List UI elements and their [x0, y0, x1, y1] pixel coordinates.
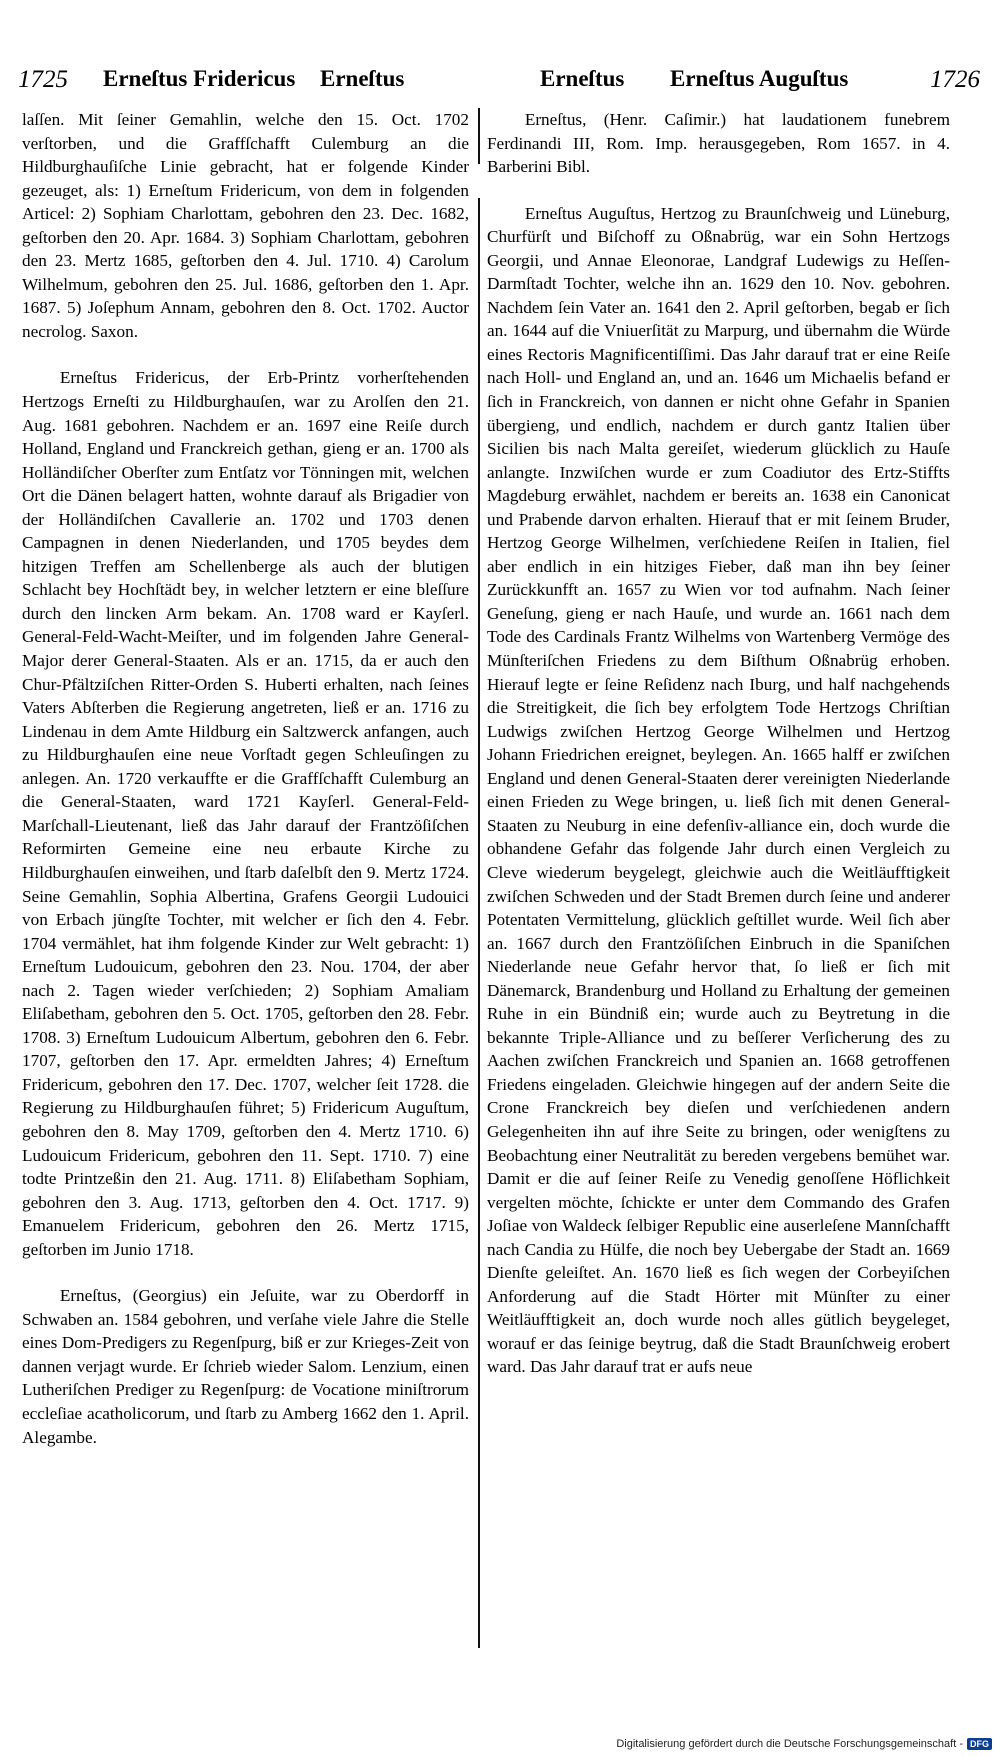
left-first-entry: Erneſtus Fridericus — [103, 66, 296, 91]
paragraph-ernestus-georgius: Erneſtus, (Georgius) ein Jeſuite, war zu Oberdorff in Schwaben an. 1584 gebohren, und verſahe viele Jahre die Stelle eines Dom-Predigers zu Regenſpurg, biß er zur Krieges-Zeit von dannen verjagt wurde. Er ſchrieb wieder Salom. Lenzium, einen Lutheriſchen Prediger zu Regenſpurg: de Vocatione miniſtrorum eccleſiae acatholicorum, und ſtarb zu Amberg 1662 den 1. April. Alegambe. — [22, 1286, 469, 1447]
paragraph-ernestus-fridericus: Erneſtus Fridericus, der Erb-Printz vorherſtehenden Hertzogs Erneſti zu Hildburghauſen, war zu Arolſen den 21. Aug. 1681 gebohren. Nachdem er an. 1697 eine Reiſe durch Holland, England und Franckreich gethan, gieng er an. 1700 als Holländiſcher Oberſter zum Entſatz vor Tönningen mit, welchen Ort die Dänen belagert hatten, wohnte darauf als Brigadier von der Holländiſchen Cavallerie an. 1702 und 1703 denen Campagnen in denen Niederlanden, und 1705 beydes dem hitzigen Treffen am Schellenberge als auch der blutigen Schlacht bey Hochſtädt bey, in welcher letztern er eine bleſſure durch den lincken Arm bekam. An. 1708 ward er Kayſerl. General-Feld-Wacht-Meiſter, und im folgenden Jahre General-Major derer General-Staaten. Als er an. 1715, da er auch den Chur-Pfältziſchen Ritter-Orden S. Huberti erhalten, nach ſeines Vaters Abſterben die Regierung angetreten, ließ er an. 1716 zu Lindenau in dem Amte Hildburg ein Saltzwerck anfangen, auch zu Hildburghauſen eine neue Vorſtadt gegen Schleuſingen zu anlegen. An. 1720 verkauffte er die Graffſchafft Culemburg an die General-Staaten, ward 1721 Kayſerl. General-Feld-Marſchall-Lieutenant, ließ das Jahr darauf der Frantzöſiſchen Reformirten Gemeine eine neu erbaute Kirche zu Hildburghauſen einweihen, und ſtarb daſelbſt den 9. Mertz 1724. Seine Gemahlin, Sophia Albertina, Grafens Georgii Ludouici von Erbach jüngſte Tochter, mit welcher er ſich den 4. Febr. 1704 vermählet, hat ihm folgende Kinder zur Welt gebracht: 1) Erneſtum Ludouicum, gebohren den 23. Nou. 1704, der aber nach 2. Tagen wieder verſchieden; 2) Sophiam Amaliam Eliſabetham, gebohren den 5. Oct. 1705, geſtorben den 28. Febr. 1708. 3) Erneſtum Ludouicum Albertum, gebohren den 6. Febr. 1707, geſtorben den 17. Apr. ermeldten Jahres; 4) Erneſtum Fridericum, gebohren den 17. Dec. 1707, welcher ſeit 1728. die Regierung zu Hildburghauſen führet; 5) Fridericum Auguſtum, gebohren den 8. May 1709, geſtorben den 4. Mertz 1710. 6) Ludouicum Fridericum, gebohren den 11. Sept. 1710. 7) eine todte Printzeßin den 21. Aug. 1711. 8) Eliſabetham Sophiam, gebohren den 3. Aug. 1713, geſtorben den 4. Oct. 1717. 9) Emanuelem Fridericum, gebohren den 26. Mertz 1715, geſtorben im Junio 1718. — [22, 368, 469, 1259]
right-column — [487, 108, 950, 1379]
digitization-credit — [616, 1738, 992, 1750]
left-column — [22, 108, 469, 1449]
dfg-logo: DFG — [967, 1738, 992, 1750]
paragraph-ernestus-augustus: Erneſtus Auguſtus, Hertzog zu Braunſchweig und Lüneburg, Churfürſt und Biſchoff zu Oßnabrüg, war ein Sohn Hertzogs Georgii, und Annae Eleonorae, Landgraf Ludewigs zu Heſſen-Darmſtadt Tochter, welche ihn an. 1629 den 10. Nov. gebohren. Nachdem ſein Vater an. 1641 den 2. April geſtorben, begab er ſich an. 1644 auf die Vniuerſität zu Marpurg, und übernahm die Würde eines Rectoris Magnificentiſſimi. Das Jahr darauf trat er eine Reiſe nach Holl- und England an, und an. 1646 um Michaelis befand er ſich in Franckreich, von dannen er nicht ohne Gefahr in Spanien übergieng, und endlich, nachdem er durch gantz Italien über Sicilien bis nach Malta gereiſet, wiederum glücklich zu Hauſe anlangte. Inzwiſchen wurde er zum Coadiutor des Ertz-Stiffts Magdeburg erwählet, nachdem er bereits an. 1638 ein Canonicat und Prabende darvon erhalten. Hierauf that er mit ſeinem Bruder, Hertzog George Wilhelmen, verſchiedene Reiſen in Italien, fiel aber endlich in ein hitziges Fieber, daß man ihn bey ſeiner Zurückkunfft an. 1657 zu Wien vor tod aufnahm. Nach ſeiner Geneſung, gieng er nach Hauſe, und wurde an. 1661 nach dem Tode des Cardinals Frantz Wilhelms von Wartenberg Vermöge des Münſteriſchen Friedens zu dem Biſthum Oßnabrüg erhoben. Hierauf legte er ſeine Reſidenz nach Iburg, und half nachgehends die Streitigkeit, die ſich bey erfolgtem Tode Hertzogs Chriſtian Ludwigs zwiſchen Hertzog George Wilhelmen und Hertzog Johann Friedrichen ereignet, beylegen. An. 1665 halff er zwiſchen England und denen General-Staaten derer vereinigten Niederlande einen Frieden zu Wege bringen, u. ließ ſich mit denen General-Staaten zu Neuburg in eine defenſiv-alliance ein, doch wurde die obhandene Gefahr das folgende Jahr durch einen Vergleich zu Cleve wiederum beygelegt, gleichwie auch die Weitläufftigkeit zwiſchen Schweden und der Stadt Bremen durch ſeine und anderer Potentaten Vermittelung, glücklich geſtillet wurde. Weil ſich aber an. 1667 durch den Frantzöſiſchen Einbruch in die Spaniſchen Niederlande neue Gefahr hervor that, ſo ließ er ſich mit Dänemarck, Brandenburg und Holland zu Erhaltung der gemeinen Ruhe in ein Bündniß ein; wurde auch zu Beytretung in die bekannte Triple-Alliance und zu beſſerer Verſicherung des zu Aachen zwiſchen Franckreich und Spanien an. 1668 getroffenen Friedens eingeladen. Gleichwie hingegen auf der andern Seite die Crone Franckreich bey dieſen und verſchiedenen andern Gelegenheiten ihn auf ihre Seite zu bringen, oder wenigſtens zu Beobachtung einer Neutralität zu bereden vergebens bemühet war. Damit er die auf ſeiner Reiſe zu Venedig genoſſene Höflichkeit vergelten möchte, ſchickte er unter dem Commando des Grafen Joſiae von Waldeck ſelbiger Republic eine auserleſene Mannſchafft nach Candia zu Hülfe, die noch bey Uebergabe der Stadt an. 1669 Dienſte geleiſtet. An. 1670 ließ es ſich wegen der Corbeyiſchen Anforderung auf die Stadt Hörter mit Münſter zu einer Weitläufftigkeit an, doch wurde noch alles gütlich beygeleget, worauf er das ſeinige beytrug, daß die Stadt Braunſchweig erobert ward. Das Jahr darauf trat er aufs neue — [487, 203, 950, 1377]
column-divider-lower — [478, 198, 480, 1648]
right-first-entry: Erneſtus — [540, 66, 625, 91]
left-page-number: 1725 — [18, 66, 68, 93]
paragraph-ernestus-continued: laſſen. Mit ſeiner Gemahlin, welche den 15. Oct. 1702 verſtorben, und die Graffſchafft Culemburg an die Hildburghauſiſche Linie gebracht, hat er folgende Kinder gezeuget, als: 1) Erneſtum Fridericum, von dem in folgenden Articel: 2) Sophiam Charlottam, gebohren den 23. Dec. 1682, geſtorben den 20. Apr. 1684. 3) Sophiam Charlottam, gebohren den 23. Mertz 1685, geſtorben den 4. Jul. 1710. 4) Carolum Wilhelmum, gebohren den 25. Jul. 1686, geſtorben den 1. Apr. 1687. 5) Joſephum Annam, gebohren den 8. Oct. 1702. Auctor necrolog. Saxon. — [22, 110, 469, 341]
credit-text: Digitalisierung gefördert durch die Deutsche Forschungsgemeinschaft - — [616, 1738, 963, 1750]
left-last-entry: Erneſtus — [320, 66, 405, 91]
paragraph-ernestus-henr-casimir: Erneſtus, (Henr. Caſimir.) hat laudationem funebrem Ferdinandi III, Rom. Imp. herausgegeben, Rom 1657. in 4. Barberini Bibl. — [487, 110, 950, 177]
right-page-number: 1726 — [930, 66, 980, 93]
running-header — [18, 66, 992, 100]
column-divider-upper — [478, 108, 480, 164]
right-last-entry: Erneſtus Auguſtus — [670, 66, 849, 91]
